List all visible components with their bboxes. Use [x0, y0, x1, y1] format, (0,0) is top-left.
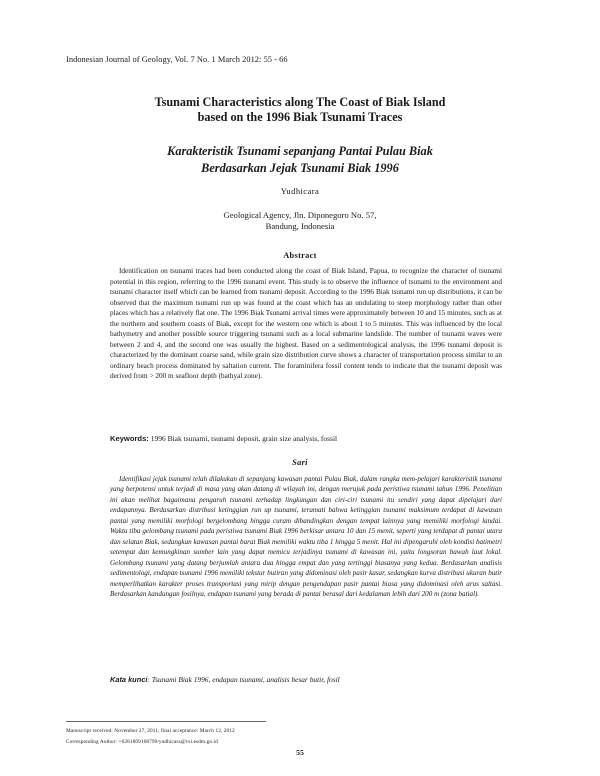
journal-header: Indonesian Journal of Geology, Vol. 7 No. 1 March 2012: 55 - 66 — [66, 55, 288, 64]
footnote-manuscript-dates: Manuscript received: November 27, 2011, final acceptance: March 12, 2012 — [66, 728, 235, 734]
title-indonesian-line-2: Berdasarkan Jejak Tsunami Biak 1996 — [201, 161, 399, 175]
kata-kunci-text: : Tsunami Biak 1996, endapan tsunami, analisis besar butir, fosil — [147, 675, 340, 684]
affiliation-line-1: Geological Agency, Jln. Diponegoro No. 57, — [223, 210, 377, 220]
page-number: 55 — [296, 748, 304, 757]
keywords — [110, 434, 502, 443]
abstract-heading: Abstract — [283, 251, 317, 260]
affiliation-line-2: Bandung, Indonesia — [265, 221, 335, 231]
footnote-divider — [66, 721, 266, 722]
author-affiliation — [60, 210, 540, 232]
title-english-line-2: based on the 1996 Biak Tsunami Traces — [197, 110, 403, 124]
kata-kunci — [110, 675, 502, 684]
title-english-line-1: Tsunami Characteristics along The Coast of Biak Island — [154, 95, 446, 109]
title-indonesian — [60, 143, 540, 177]
author-name: Yudhicara — [280, 186, 320, 196]
footnote-corresponding-author: Corresponding Author: +6281809168799/yudhicara@vsi.esdm.go.id — [66, 739, 218, 745]
keywords-label: Keywords: — [110, 434, 149, 443]
abstract-text: Identification on tsunami traces had been conducted along the coast of Biak Island, Papua, to recognize the character of tsunami potential in this region, referring to the 1996 tsunami event. This study is to observe the influence of tsunami to the environment and tsunami character itself which can be learned from tsunami deposit. According to the 1996 Biak tsunami run up distributions, it can be observed that the maximum tsunami run up was found at the coast which has an undulating to steep morphology rather than other places which has a relatively flat one. The 1996 Biak Tsunami arrival times were approximately between 10 and 15 minutes, such as at the northern and southern coasts of Biak, except for the western one which is about 1 to 5 minutes. This was influenced by the local bathymetry and another possible source triggering tsunami such as a local submarine landslide. The number of tsunami waves were between 2 and 4, and the second one was usually the highest. Based on a sedimentological analysis, the 1996 tsunami deposit is characterized by the dominant coarse sand, while grain size distribution curve shows a character of transportation process similar to an ordinary beach process dominated by saltation current. The foraminifera fossil content tends to indicate that the tsunami deposit was derived from > 200 m seafloor depth (bathyal zone). — [110, 267, 502, 381]
sari-text: Identifikasi jejak tsunami telah dilakukan di sepanjang kawasan pantai Pulau Biak, dalam rangka mem-pelajari karakteristik tsunami yang berpotensi untuk terjadi di masa yang akan datang di wilayah ini, dengan merujuk pada peristiwa tsunami tahun 1996. Penelitian ini akan melihat bagaimana pengaruh tsunami terhadap lingkungan dan ciri-ciri tsunami itu sendiri yang dapat dipelajari dari endapannya. Berdasarkan distribusi ketinggian run up tsunami, teramati bahwa ketinggian tsunami maksimum terdapat di kawasan pantai yang memiliki morfologi bergelombang hingga curam dibandingkan dengan tempat lainnya yang memiliki morfologi landai. Waktu tiba gelombang tsunami pada peristiwa tsunami Biak 1996 berkisar antara 10 dan 15 menit, seperti yang terdapat di pantai utara dan selatan Biak, sedangkan kawasan pantai barat Biak memiliki waktu tiba 1 hingga 5 menit. Hal ini dipengaruhi oleh kondisi batimetri setempat dan kemungkinan sumber lain yang dapat memicu terjadinya tsunami di kawasan ini, yaitu longsoran bawah laut lokal. Gelombang tsunami yang datang berjumlah antara dua hingga empat dan yang tertinggi biasanya yang kedua. Berdasarkan analisis sedimentologi, endapan tsunami 1996 memiliki tekstur butiran yang didominasi oleh pasir kasar, sedangkan kurva distribusi ukuran butir memperlihatkan karakter proses transportasi yang mirip dengan pengendapan pasir pantai biasa yang didominasi oleh arus saltasi. Berdasarkan kandungan fosilnya, endapan tsunami yang berada di pantai berasal dari kedalaman lebih dari 200 m (zona batial). — [110, 475, 502, 598]
title-indonesian-line-1: Karakteristik Tsunami sepanjang Pantai Pulau Biak — [167, 144, 433, 158]
keywords-text: 1996 Biak tsunami, tsunami deposit, grain size analysis, fossil — [148, 434, 338, 443]
kata-kunci-label: Kata kunci — [110, 675, 148, 684]
title-english — [60, 95, 540, 125]
sari-heading: Sari — [292, 458, 308, 467]
